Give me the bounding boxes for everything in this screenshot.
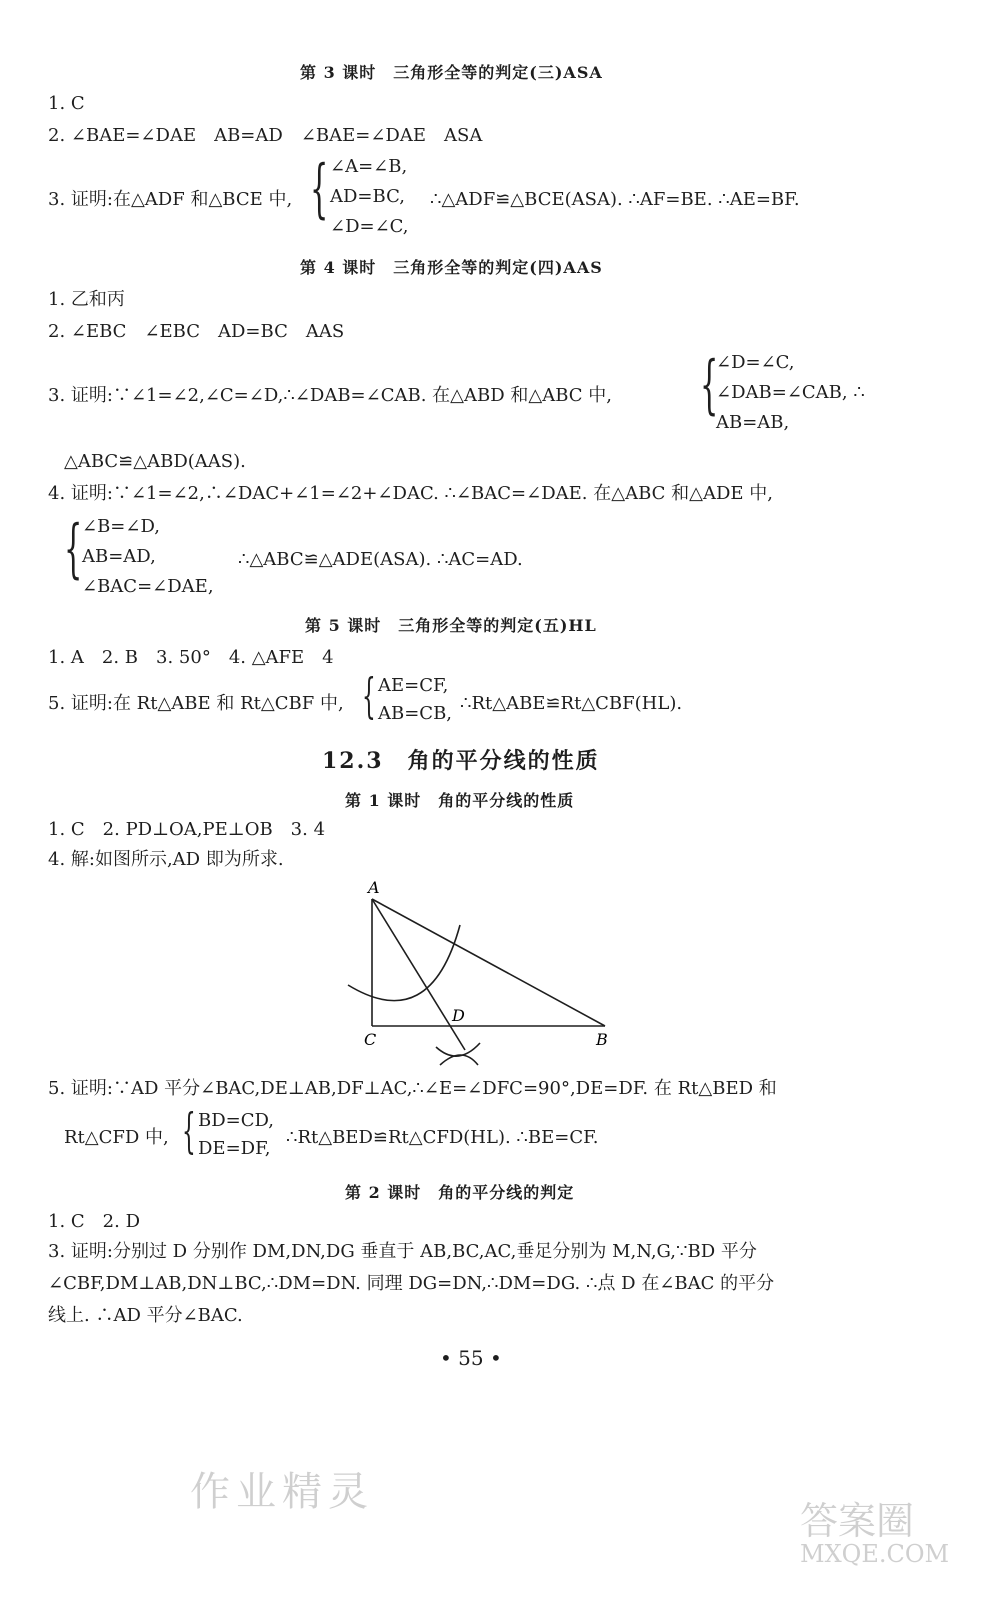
section-heading-4: 第 4 课时 三角形全等的判定(四)AAS: [300, 258, 603, 277]
label-C: C: [364, 1030, 377, 1049]
condition-system: [198, 1107, 274, 1163]
arc: [436, 1043, 480, 1056]
condition: AD=BC,: [330, 186, 405, 207]
side-AB: [372, 899, 605, 1026]
condition: DE=DF,: [198, 1138, 271, 1159]
condition: ∠BAC=∠DAE,: [82, 576, 214, 597]
watermark-right: 答案圈: [800, 1499, 915, 1543]
answers-1-2: 1. C 2. D: [48, 1211, 140, 1232]
condition: AB=CB,: [378, 703, 453, 724]
condition: ∠D=∠C,: [330, 216, 409, 237]
brace: {: [700, 348, 719, 422]
label-B: B: [596, 1030, 608, 1049]
answer-4: 4. 解:如图所示,AD 即为所求.: [48, 849, 284, 870]
proof-3-conclusion: △ABC≌△ABD(AAS).: [64, 451, 246, 472]
condition: AE=CF,: [378, 675, 449, 696]
proof-3-line3: 线上. ∴AD 平分∠BAC.: [48, 1305, 243, 1326]
condition-system: [82, 512, 214, 602]
proof-5-line1: 5. 证明:∵AD 平分∠BAC,DE⊥AB,DF⊥AC,∴∠E=∠DFC=90°,DE=DF. 在 Rt△BED 和: [48, 1078, 777, 1099]
chapter-title: 12.3 角的平分线的性质: [322, 748, 600, 774]
condition-system: [716, 348, 865, 438]
bisector-AD: [372, 899, 465, 1050]
condition: AB=AD,: [82, 546, 156, 567]
condition: BD=CD,: [198, 1110, 275, 1131]
angle-bisector-figure: [340, 875, 630, 1085]
proof-3-line2: ∠CBF,DM⊥AB,DN⊥BC,∴DM=DN. 同理 DG=DN,∴DM=DG. ∴点 D 在∠BAC 的平分: [48, 1273, 775, 1294]
lesson-heading-2: 第 2 课时 角的平分线的判定: [345, 1183, 575, 1202]
proof-3-intro: 3. 证明:在△ADF 和△BCE 中,: [48, 189, 293, 210]
label-D: D: [452, 1006, 465, 1025]
proof-3-intro: 3. 证明:∵∠1=∠2,∠C=∠D,∴∠DAB=∠CAB. 在△ABD 和△ABC 中,: [48, 385, 613, 406]
condition: ∠DAB=∠CAB, ∴: [716, 382, 865, 403]
condition: ∠A=∠B,: [330, 156, 408, 177]
section-heading-3: 第 3 课时 三角形全等的判定(三)ASA: [300, 63, 603, 82]
proof-4-intro: 4. 证明:∵∠1=∠2,∴∠DAC+∠1=∠2+∠DAC. ∴∠BAC=∠DAE. 在△ABC 和△ADE 中,: [48, 483, 773, 504]
proof-4-conclusion: ∴△ABC≌△ADE(ASA). ∴AC=AD.: [238, 549, 523, 570]
brace: {: [64, 512, 83, 586]
condition: ∠B=∠D,: [82, 516, 160, 537]
proof-5-conclusion: ∴Rt△BED≌Rt△CFD(HL). ∴BE=CF.: [286, 1127, 599, 1148]
condition: ∠D=∠C,: [716, 352, 795, 373]
lesson-heading-1: 第 1 课时 角的平分线的性质: [345, 791, 575, 810]
watermark-left: 作业精灵: [190, 1469, 374, 1515]
answer-1: 1. 乙和丙: [48, 289, 125, 310]
section-heading-5: 第 5 课时 三角形全等的判定(五)HL: [305, 616, 597, 635]
answer-2: 2. ∠BAE=∠DAE AB=AD ∠BAE=∠DAE ASA: [48, 125, 483, 146]
brace: {: [362, 668, 376, 724]
condition-system: [330, 152, 409, 242]
brace: {: [182, 1103, 196, 1159]
answer-1: 1. C: [48, 93, 85, 114]
brace: {: [310, 152, 329, 226]
answer-2: 2. ∠EBC ∠EBC AD=BC AAS: [48, 321, 345, 342]
answers-1-3: 1. C 2. PD⊥OA,PE⊥OB 3. 4: [48, 819, 326, 840]
watermark-url: MXQE.COM: [800, 1540, 950, 1568]
proof-5-conclusion: ∴Rt△ABE≌Rt△CBF(HL).: [460, 693, 683, 714]
arc: [348, 925, 460, 1001]
page-number: • 55 •: [440, 1346, 502, 1370]
answers-1-4: 1. A 2. B 3. 50° 4. △AFE 4: [48, 647, 334, 668]
proof-3-conclusion: ∴△ADF≌△BCE(ASA). ∴AF=BE. ∴AE=BF.: [430, 189, 800, 210]
proof-5-intro: 5. 证明:在 Rt△ABE 和 Rt△CBF 中,: [48, 693, 344, 714]
proof-5-intro: Rt△CFD 中,: [64, 1127, 169, 1148]
condition: AB=AB,: [716, 412, 790, 433]
label-A: A: [368, 878, 380, 897]
condition-system: [378, 672, 452, 728]
proof-3-line1: 3. 证明:分别过 D 分别作 DM,DN,DG 垂直于 AB,BC,AC,垂足分别为 M,N,G,∵BD 平分: [48, 1241, 757, 1262]
